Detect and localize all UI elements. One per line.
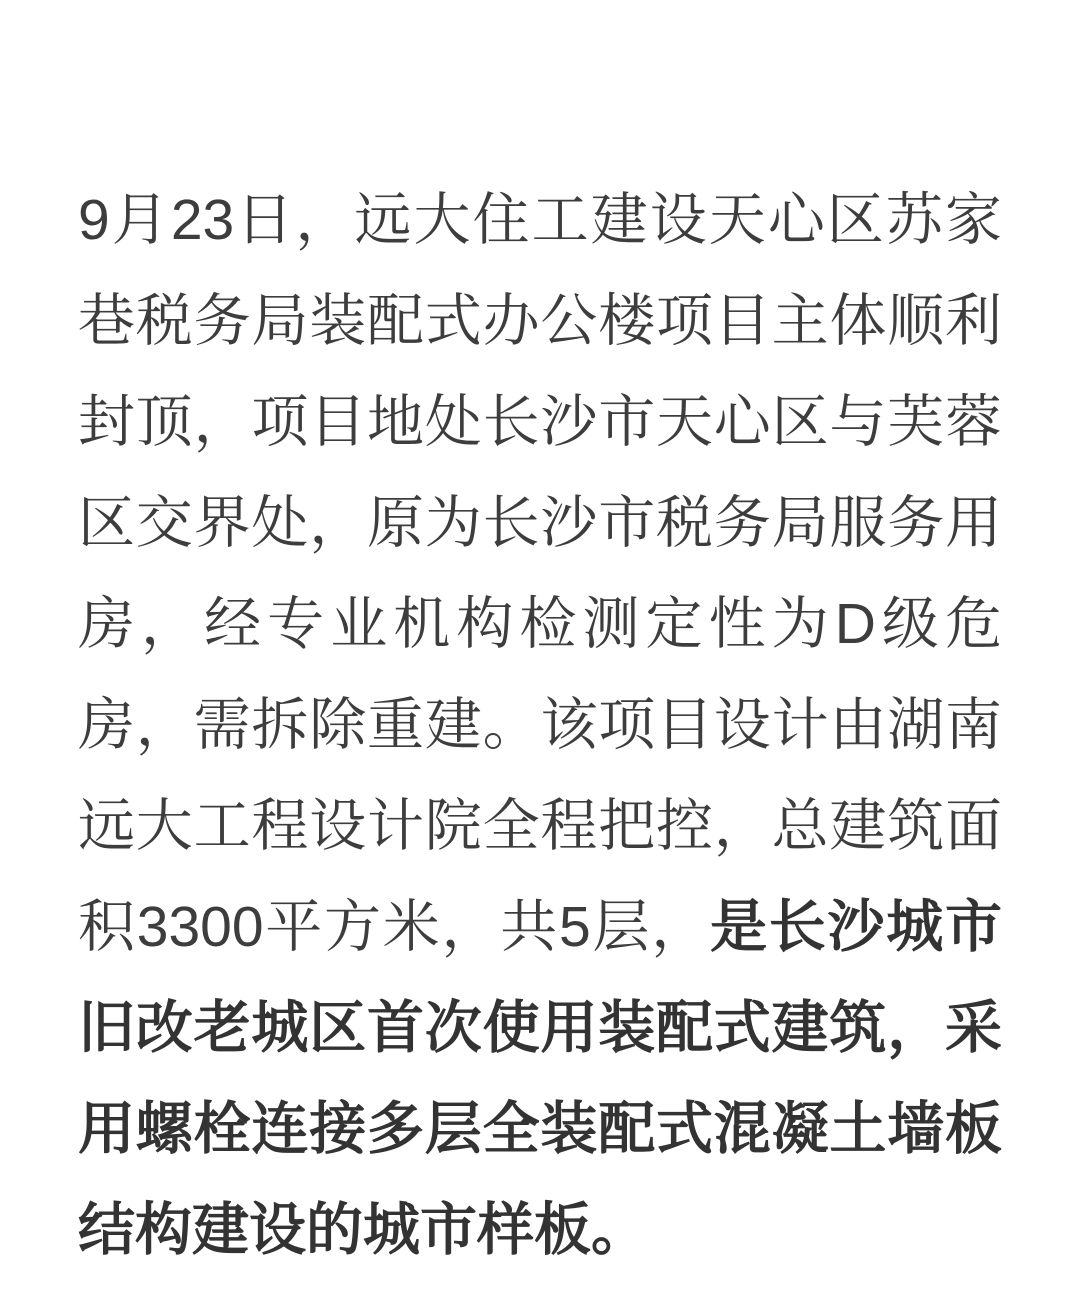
- paragraph-segment-normal: 9月23日，远大住工建设天心区苏家巷税务局装配式办公楼项目主体顺利封顶，项目地处长沙市天心区与芙蓉区交界处，原为长沙市税务局服务用房，经专业机构检测定性为D级危房，需拆除重建。该项目设计由湖南远大工程设计院全程把控，总建筑面积3300平方米，共5层，: [78, 188, 1002, 959]
- article-body: [78, 170, 1002, 1281]
- paragraph-segment-bold: 是长沙城市旧改老城区首次使用装配式建筑，采用螺栓连接多层全装配式混凝土墙板结构建设的城市样板。: [78, 895, 1002, 1262]
